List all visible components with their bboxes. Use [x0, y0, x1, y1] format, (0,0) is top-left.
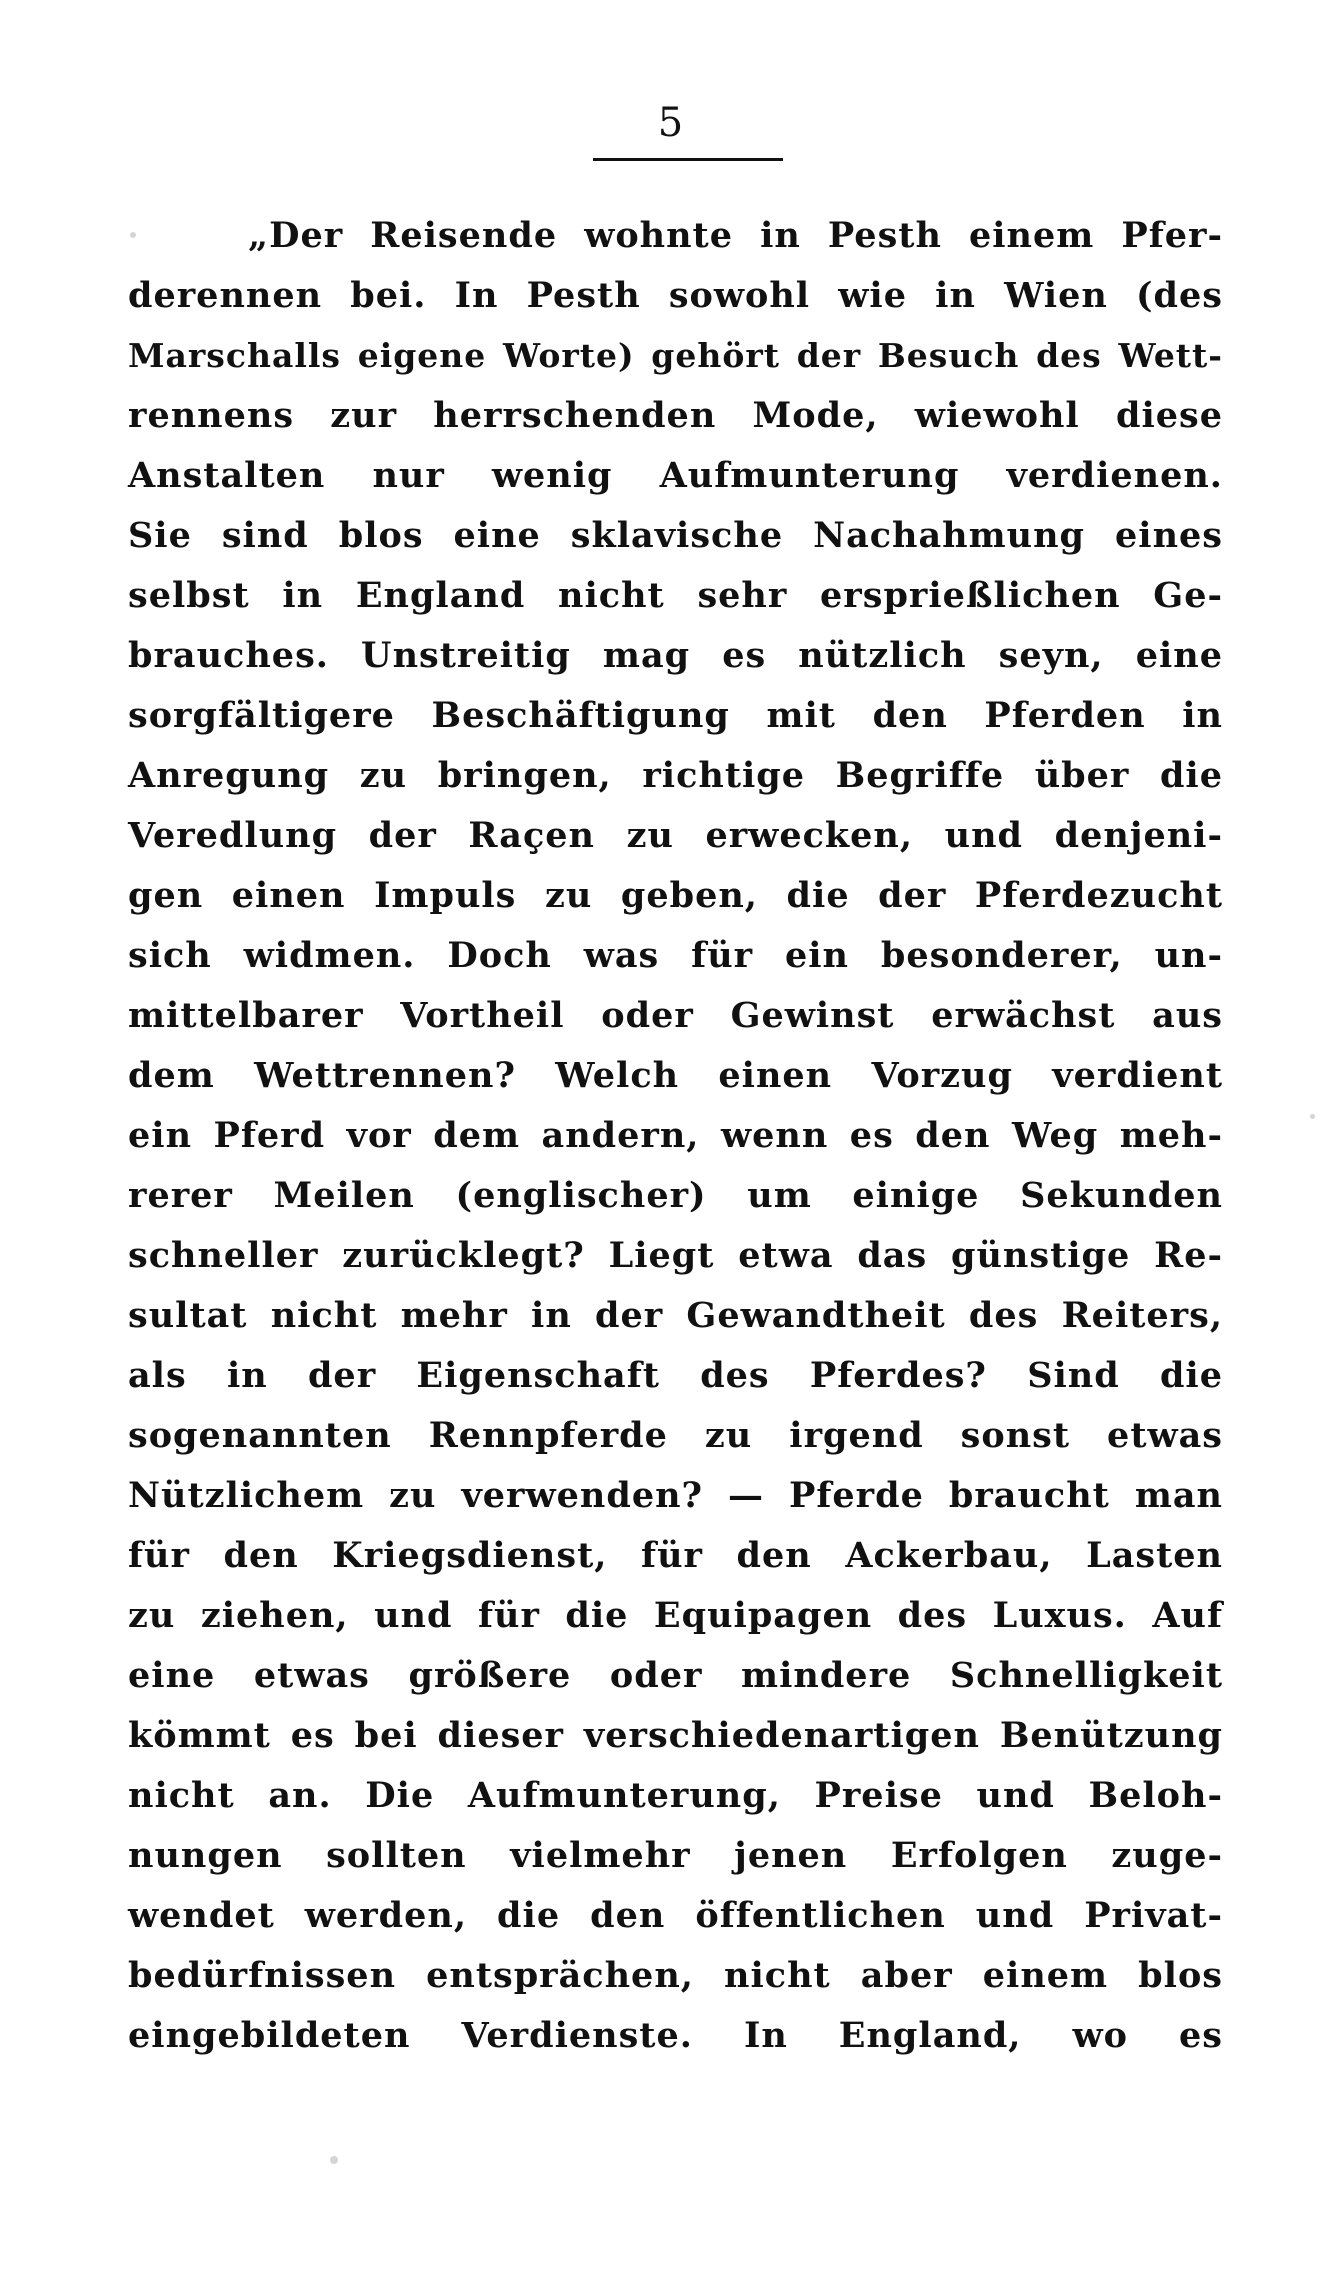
text-line: wendet werden, die den öffentlichen und Privat-	[128, 1895, 1223, 1936]
text-line: gen einen Impuls zu geben, die der Pferdezucht	[128, 875, 1223, 916]
text-line: rerer Meilen (englischer) um einige Sekunden	[128, 1175, 1223, 1216]
page-number: 5	[657, 100, 684, 146]
body-text	[128, 206, 1223, 2066]
text-line: derennen bei. In Pesth sowohl wie in Wien (des	[128, 275, 1223, 316]
text-line: schneller zurücklegt? Liegt etwa das günstige Re-	[128, 1235, 1223, 1276]
text-line: sich widmen. Doch was für ein besonderer, un-	[128, 935, 1223, 976]
text-line: Veredlung der Raçen zu erwecken, und denjeni-	[128, 815, 1223, 856]
text-line: dem Wettrennen? Welch einen Vorzug verdient	[128, 1055, 1223, 1096]
text-line: Anregung zu bringen, richtige Begriffe über die	[128, 755, 1223, 796]
text-line: sorgfältigere Beschäftigung mit den Pferden in	[128, 695, 1223, 736]
text-line: bedürfnissen entsprächen, nicht aber einem blos	[128, 1955, 1223, 1996]
text-line: Marschalls eigene Worte) gehört der Besuch des Wett-	[128, 336, 1223, 375]
text-line: Anstalten nur wenig Aufmunterung verdienen.	[128, 455, 1223, 496]
text-line: eingebildeten Verdienste. In England, wo es	[128, 2015, 1223, 2056]
text-line: rennens zur herrschenden Mode, wiewohl diese	[128, 395, 1223, 436]
text-line: zu ziehen, und für die Equipagen des Luxus. Auf	[128, 1595, 1223, 1636]
text-line: kömmt es bei dieser verschiedenartigen Benützung	[128, 1715, 1223, 1756]
text-line: für den Kriegsdienst, für den Ackerbau, Lasten	[128, 1535, 1223, 1576]
text-line: brauches. Unstreitig mag es nützlich seyn, eine	[128, 635, 1223, 676]
text-line: selbst in England nicht sehr ersprießlichen Ge-	[128, 575, 1223, 616]
scan-speck	[330, 2156, 338, 2164]
text-line: nungen sollten vielmehr jenen Erfolgen zuge-	[128, 1835, 1223, 1876]
text-line: „Der Reisende wohnte in Pesth einem Pfer-	[248, 215, 1223, 256]
scan-speck	[1310, 1114, 1315, 1119]
text-line: Nützlichem zu verwenden? — Pferde braucht man	[128, 1475, 1223, 1516]
text-line: sultat nicht mehr in der Gewandtheit des Reiters,	[128, 1295, 1223, 1336]
text-line: eine etwas größere oder mindere Schnelligkeit	[128, 1655, 1223, 1696]
text-line: nicht an. Die Aufmunterung, Preise und Beloh-	[128, 1775, 1223, 1816]
text-line: sogenannten Rennpferde zu irgend sonst etwas	[128, 1415, 1223, 1456]
text-line: als in der Eigenschaft des Pferdes? Sind die	[128, 1355, 1223, 1396]
header-rule	[593, 158, 783, 161]
scan-speck	[130, 232, 136, 238]
text-line: ein Pferd vor dem andern, wenn es den Weg meh-	[128, 1115, 1223, 1156]
text-line: Sie sind blos eine sklavische Nachahmung eines	[128, 515, 1223, 556]
text-line: mittelbarer Vortheil oder Gewinst erwächst aus	[128, 995, 1223, 1036]
